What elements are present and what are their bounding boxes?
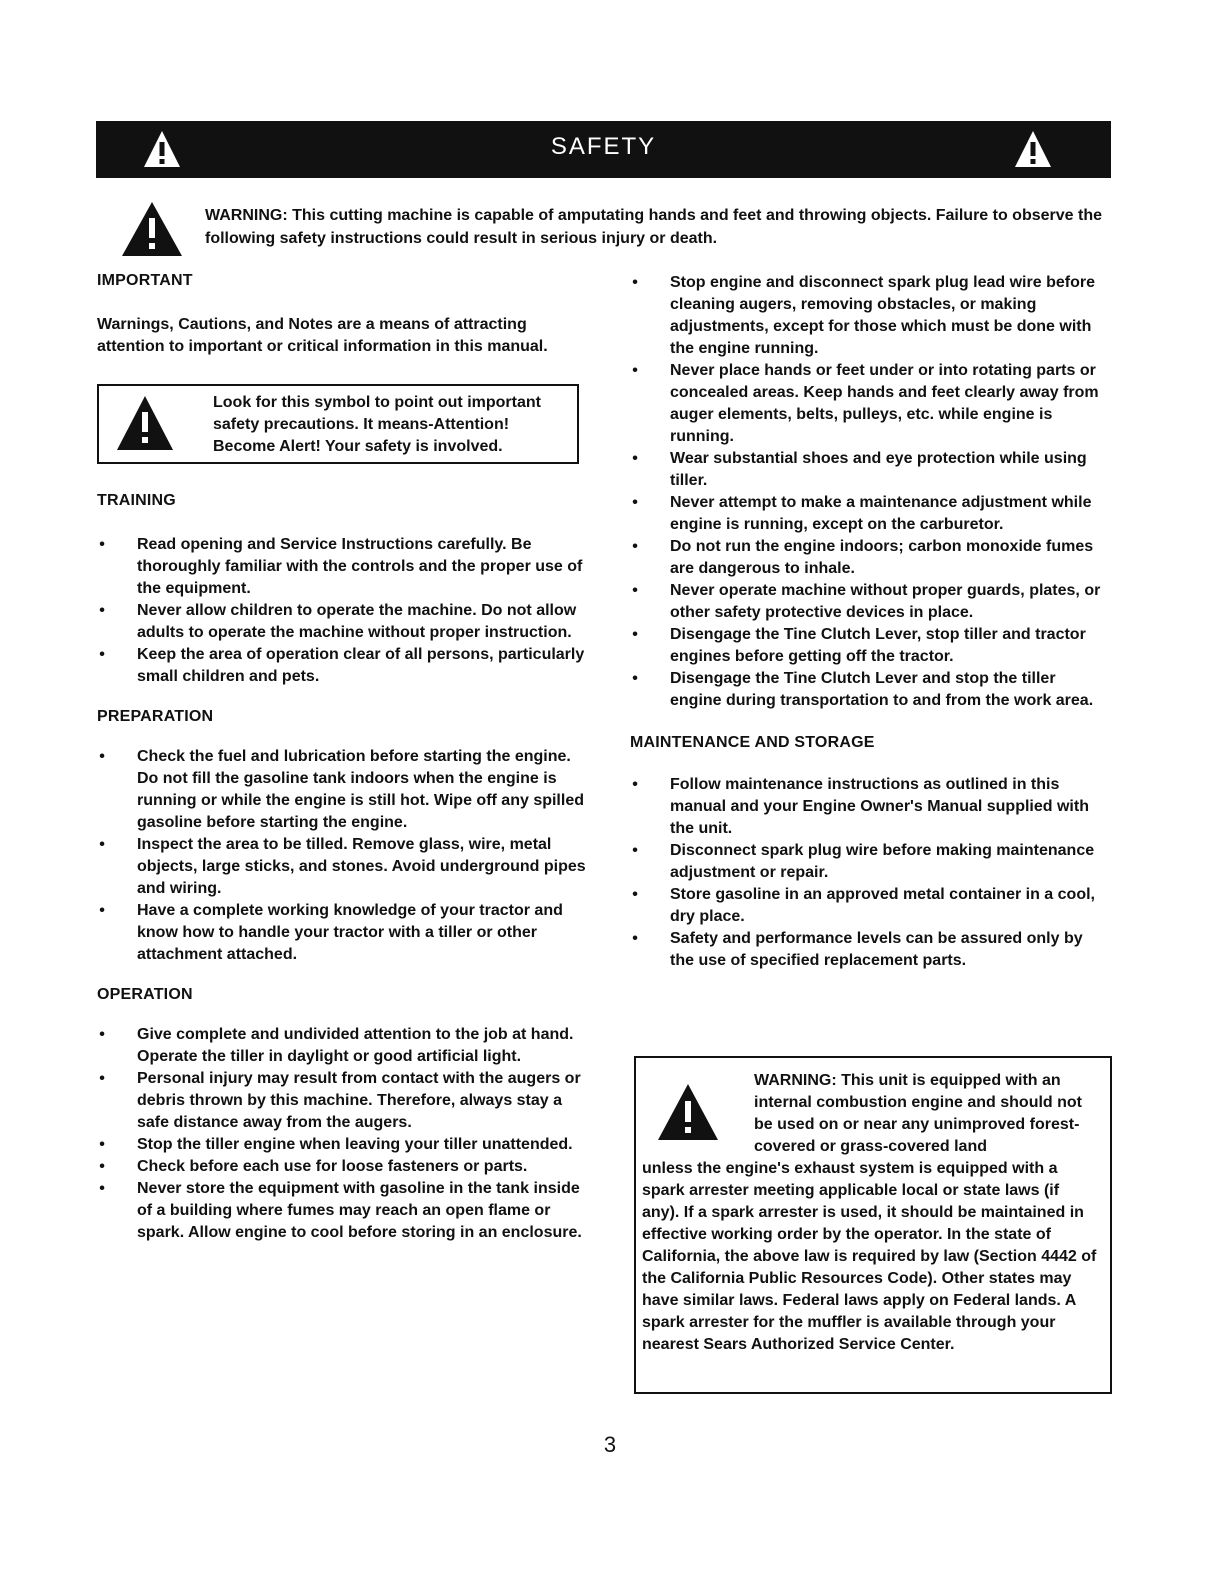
list-item: • Do not run the engine indoors; carbon monoxide fumes are dangerous to inhale. — [632, 538, 1094, 577]
preparation-list — [97, 746, 587, 966]
list-item: • Safety and performance levels can be assured only by the use of specified replacement parts. — [632, 930, 1083, 969]
list-item: • Stop the tiller engine when leaving your tiller unattended. — [99, 1136, 573, 1153]
top-warning-text: WARNING: This cutting machine is capable of amputating hands and feet and throwing objects. Failure to observe the following safety instructions could result in serious injury or death. — [205, 207, 1102, 247]
safety-banner — [96, 121, 1111, 178]
section-heading-important: IMPORTANT — [97, 272, 193, 289]
list-item: • Disengage the Tine Clutch Lever, stop tiller and tractor engines before getting off the tractor. — [632, 626, 1086, 665]
list-item: • Disengage the Tine Clutch Lever and stop the tiller engine during transportation to and from the work area. — [632, 670, 1094, 709]
spark-warning-rest: unless the engine's exhaust system is equipped with a spark arrester meeting applicable local or state laws (if any). If a spark arrester is used, it should be maintained in effective working order by the operator. In the state of California, the above law is required by law (Section 4442 of the California Public Resources Code). Other states may have similar laws. Federal laws apply on Federal lands. A spark arrester for the muffler is available through your nearest Sears Authorized Service Center. — [642, 1160, 1097, 1353]
operation-list — [97, 1024, 587, 1244]
attention-notice-box — [97, 384, 579, 464]
list-item: • Keep the area of operation clear of all persons, particularly small children and pets. — [99, 646, 585, 685]
list-item: • Stop engine and disconnect spark plug lead wire before cleaning augers, removing obstacles, or making adjustments, except for those which must be done with the engine running. — [632, 274, 1095, 357]
list-item: • Personal injury may result from contact with the augers or debris thrown by this machine. Therefore, always stay a safe distance away from the augers. — [99, 1070, 581, 1131]
page-number: 3 — [603, 1432, 617, 1457]
list-item: • Never store the equipment with gasoline in the tank inside of a building where fumes may reach an open flame or spark. Allow engine to cool before storing in an enclosure. — [99, 1180, 582, 1241]
section-heading-operation: OPERATION — [97, 986, 193, 1003]
warning-triangle-icon — [120, 200, 184, 258]
list-item: • Store gasoline in an approved metal container in a cool, dry place. — [632, 886, 1095, 925]
spark-arrester-warning-text — [642, 1070, 1098, 1356]
warning-triangle-icon — [115, 394, 175, 452]
list-item: • Disconnect spark plug wire before making maintenance adjustment or repair. — [632, 842, 1095, 881]
list-item: • Check before each use for loose fasteners or parts. — [99, 1158, 528, 1175]
right-column — [630, 272, 1110, 972]
list-item: • Never allow children to operate the machine. Do not allow adults to operate the machine without proper instruction. — [99, 602, 577, 641]
list-item: • Have a complete working knowledge of your tractor and know how to handle your tractor with a tiller or other attachment attached. — [99, 902, 563, 963]
training-list — [97, 534, 587, 688]
important-text: Warnings, Cautions, and Notes are a means of attracting attention to important or critical information in this manual. — [97, 316, 548, 355]
banner-title: SAFETY — [550, 133, 657, 160]
maintenance-list — [630, 774, 1110, 972]
list-item: • Follow maintenance instructions as outlined in this manual and your Engine Owner's Manual supplied with the unit. — [632, 776, 1089, 837]
list-item: • Check the fuel and lubrication before starting the engine. Do not fill the gasoline tank indoors when the engine is running or while the engine is still hot. Wipe off any spilled gasoline before starting the engine. — [99, 748, 584, 831]
list-item: • Wear substantial shoes and eye protection while using tiller. — [632, 450, 1087, 489]
operation-continued-list — [630, 272, 1110, 712]
section-heading-training: TRAINING — [97, 492, 176, 509]
list-item: • Never attempt to make a maintenance adjustment while engine is running, except on the carburetor. — [632, 494, 1092, 533]
warning-triangle-icon — [1013, 129, 1053, 169]
list-item: • Never operate machine without proper guards, plates, or other safety protective devices in place. — [632, 582, 1101, 621]
spark-arrester-warning-box — [634, 1056, 1112, 1394]
attention-notice-text: Look for this symbol to point out important safety precautions. It means-Attention! Become Alert! Your safety is involved. — [213, 394, 541, 455]
left-column — [97, 272, 587, 1244]
list-item: • Never place hands or feet under or into rotating parts or concealed areas. Keep hands and feet clearly away from auger elements, belts, pulleys, etc. while engine is running. — [632, 362, 1099, 445]
list-item: • Inspect the area to be tilled. Remove glass, wire, metal objects, large sticks, and stones. Avoid underground pipes and wiring. — [99, 836, 586, 897]
section-heading-maintenance: MAINTENANCE AND STORAGE — [630, 734, 875, 751]
spark-warning-lead: WARNING: This unit is equipped with an internal combustion engine and should not be used on or near any unimproved forest-covered or grass-covered land — [754, 1072, 1082, 1155]
list-item: • Give complete and undivided attention to the job at hand. Operate the tiller in daylight or good artificial light. — [99, 1026, 574, 1065]
list-item: • Read opening and Service Instructions carefully. Be thoroughly familiar with the controls and the proper use of the equipment. — [99, 536, 583, 597]
section-heading-preparation: PREPARATION — [97, 708, 214, 725]
